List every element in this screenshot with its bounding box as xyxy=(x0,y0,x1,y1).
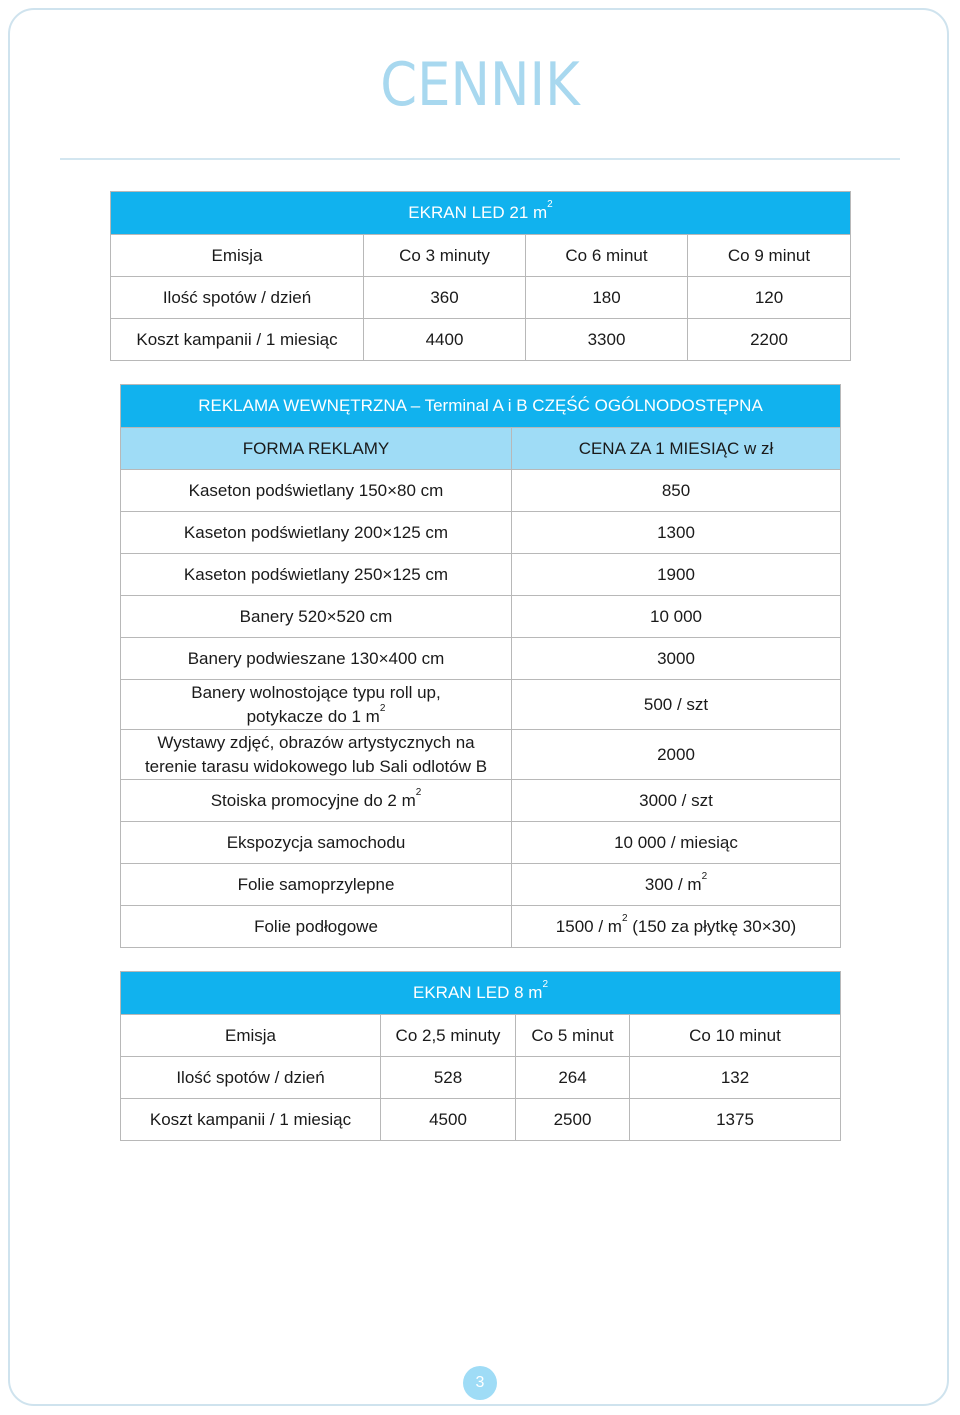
table-cell: Kaseton podświetlany 200×125 cm xyxy=(121,512,512,554)
table-cell: Banery podwieszane 130×400 cm xyxy=(121,638,512,680)
table-row xyxy=(121,906,841,948)
table-cell: 10 000 xyxy=(512,596,841,638)
table-cell: 2000 xyxy=(512,730,841,780)
table-cell: 10 000 / miesiąc xyxy=(512,822,841,864)
table-cell: 1375 xyxy=(630,1099,841,1141)
led8-table xyxy=(120,971,841,1141)
table-cell: 180 xyxy=(526,277,688,319)
page-title: CENNIK xyxy=(380,50,580,120)
table-row xyxy=(121,638,841,680)
table-cell: 4400 xyxy=(364,319,526,361)
table-cell: $1500 / m^2$ (150 za płytkę 30×30) xyxy=(512,906,841,948)
led21-table xyxy=(110,191,851,361)
table-cell: 850 xyxy=(512,470,841,512)
table-cell: Banery wolnostojące typu roll up, potykacze do 1 $m^2$ xyxy=(121,680,512,730)
table-cell: 3300 xyxy=(526,319,688,361)
table-cell: 1300 xyxy=(512,512,841,554)
table-cell: Kaseton podświetlany 150×80 cm xyxy=(121,470,512,512)
table-cell: Ekspozycja samochodu xyxy=(121,822,512,864)
table-cell: 3000 xyxy=(512,638,841,680)
table-cell: 528 xyxy=(381,1057,516,1099)
table-row xyxy=(111,235,851,277)
table-cell: Ilość spotów / dzień xyxy=(121,1057,381,1099)
table-cell: 2200 xyxy=(688,319,851,361)
table-row xyxy=(121,1015,841,1057)
table-cell: Kaseton podświetlany 250×125 cm xyxy=(121,554,512,596)
table-cell: 3000 / szt xyxy=(512,780,841,822)
table-cell: Stoiska promocyjne do 2 $m^2$ xyxy=(121,780,512,822)
table-cell: Co 3 minuty xyxy=(364,235,526,277)
title-divider xyxy=(60,158,900,160)
indoor-header: REKLAMA WEWNĘTRZNA – Terminal A i B CZĘŚĆ OGÓLNODOSTĘPNA xyxy=(121,385,841,428)
table-cell: 500 / szt xyxy=(512,680,841,730)
table-cell: 360 xyxy=(364,277,526,319)
table-cell: Co 9 minut xyxy=(688,235,851,277)
table-cell: 264 xyxy=(516,1057,630,1099)
indoor-ads-table xyxy=(120,384,841,948)
table-cell: Koszt kampanii / 1 miesiąc xyxy=(111,319,364,361)
table-row xyxy=(111,277,851,319)
table-row xyxy=(121,822,841,864)
table-row xyxy=(121,680,841,730)
table-cell: Emisja xyxy=(121,1015,381,1057)
table-row xyxy=(121,1099,841,1141)
table-cell: 1900 xyxy=(512,554,841,596)
table-cell: 120 xyxy=(688,277,851,319)
table-row xyxy=(121,596,841,638)
table-cell: Emisja xyxy=(111,235,364,277)
table-cell: $300 / m^2$ xyxy=(512,864,841,906)
table-cell: 132 xyxy=(630,1057,841,1099)
table-cell: Co 2,5 minuty xyxy=(381,1015,516,1057)
table-row xyxy=(121,512,841,554)
page-number-badge: 3 xyxy=(463,1366,497,1400)
table-cell: Co 10 minut xyxy=(630,1015,841,1057)
table-row xyxy=(121,554,841,596)
table-cell: Co 5 minut xyxy=(516,1015,630,1057)
led21-header: EKRAN LED 21 $m^2$ xyxy=(111,192,851,235)
column-header-form: FORMA REKLAMY xyxy=(121,428,512,470)
table-row xyxy=(121,780,841,822)
table-cell: Folie samoprzylepne xyxy=(121,864,512,906)
table-row xyxy=(121,730,841,780)
table-row xyxy=(121,864,841,906)
table-cell: Wystawy zdjęć, obrazów artystycznych na terenie tarasu widokowego lub Sali odlotów B xyxy=(121,730,512,780)
table-cell: Banery 520×520 cm xyxy=(121,596,512,638)
table-cell: Ilość spotów / dzień xyxy=(111,277,364,319)
table-row xyxy=(121,470,841,512)
table-row xyxy=(121,1057,841,1099)
table-row xyxy=(111,319,851,361)
column-header-price: CENA ZA 1 MIESIĄC w zł xyxy=(512,428,841,470)
table-cell: 4500 xyxy=(381,1099,516,1141)
table-cell: Co 6 minut xyxy=(526,235,688,277)
table-cell: Folie podłogowe xyxy=(121,906,512,948)
led8-header: EKRAN LED 8 $m^2$ xyxy=(121,972,841,1015)
table-cell: 2500 xyxy=(516,1099,630,1141)
table-cell: Koszt kampanii / 1 miesiąc xyxy=(121,1099,381,1141)
